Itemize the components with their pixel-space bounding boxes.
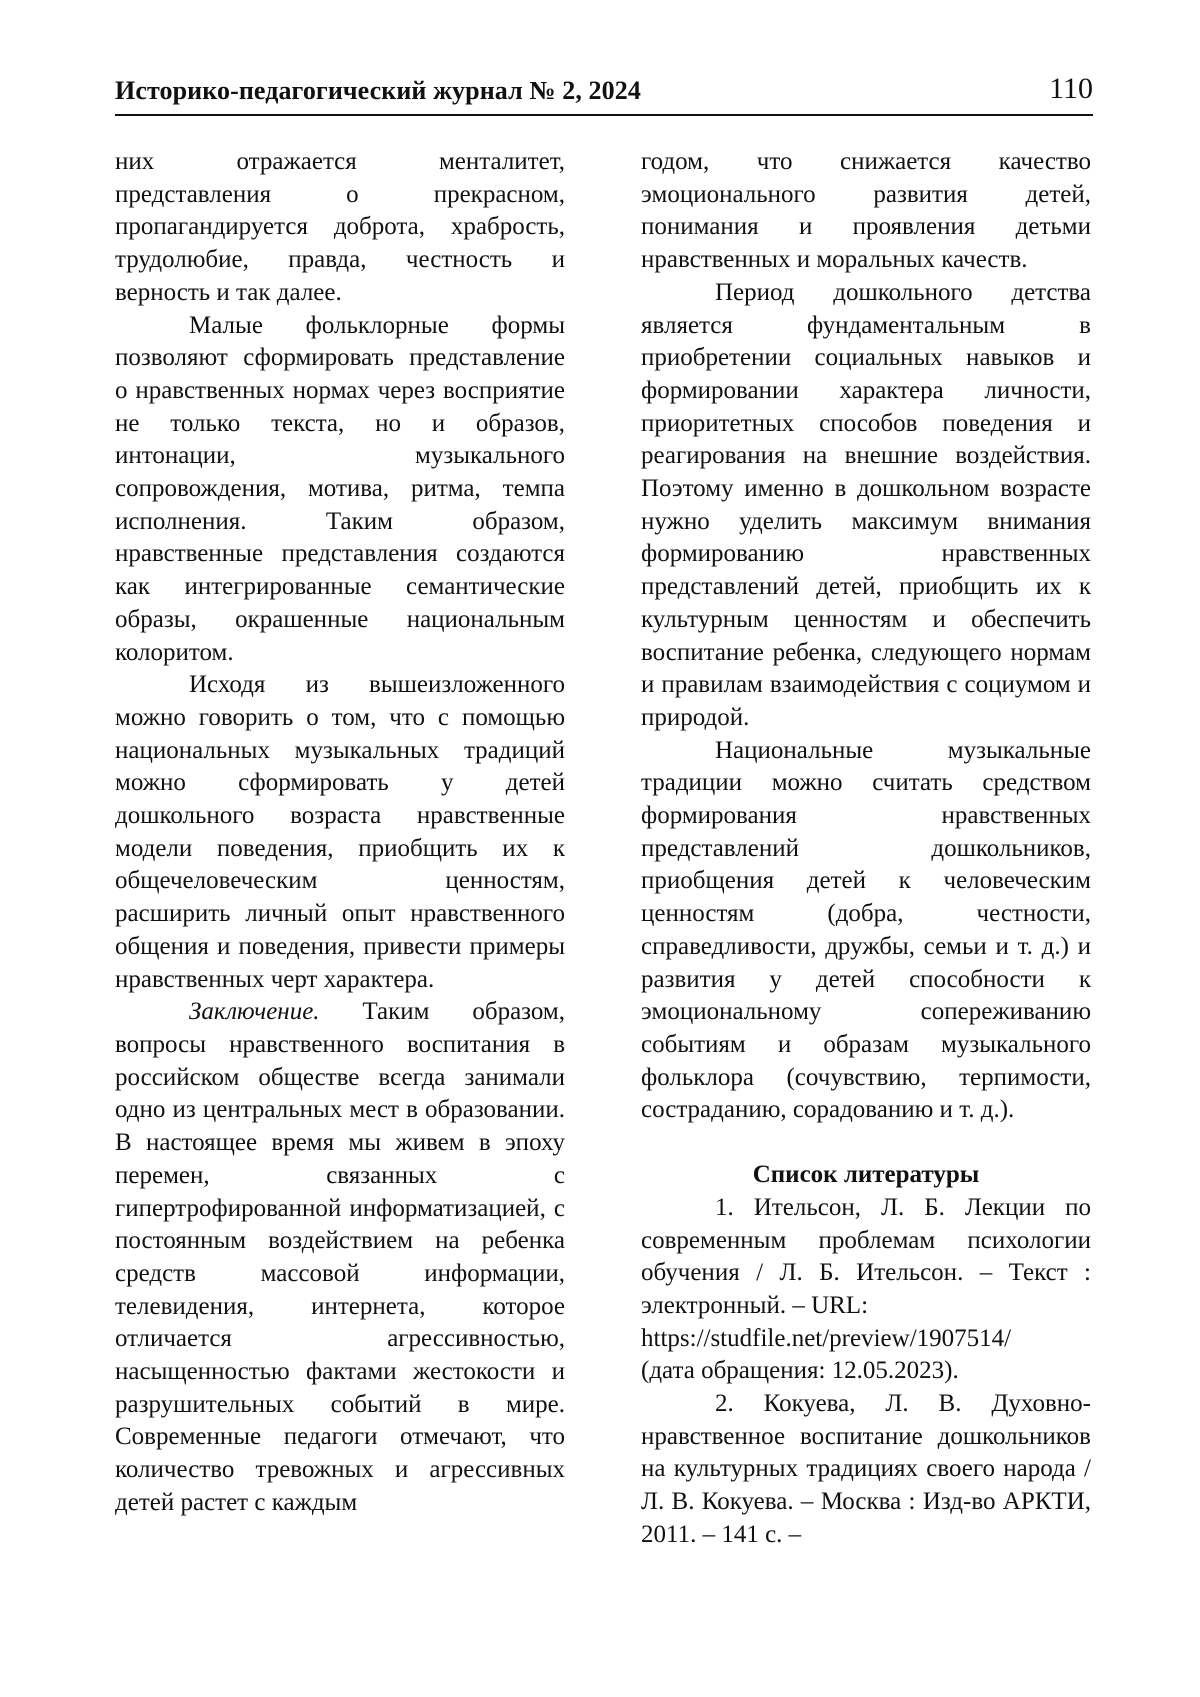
paragraph: годом, что снижается качество эмоционального развития детей, понимания и проявления детьми нравственных и моральных качеств. <box>641 148 1091 274</box>
paragraph: Малые фольклорные формы позволяют сформировать представление о нравственных нормах через восприятие не только текста, но и образов, интонации, музыкального сопровождения, мотива, ритма, темпа исполнения. Таким образом, нравственные представления создаются как интегрированные семантические образы, окрашенные национальным колоритом. <box>115 311 565 666</box>
reference-1: 1. Ительсон, Л. Б. Лекции по современным проблемам психологии обучения / Л. Б. Ительсон. – Текст : электронный. – URL: <box>641 1193 1091 1319</box>
paragraph: них отражается менталитет, представления о прекрасном, пропагандируется доброта, храбрость, трудолюбие, правда, честность и верность и так далее. <box>115 148 565 306</box>
left-column <box>115 146 565 1520</box>
right-column <box>641 146 1091 1552</box>
conclusion-paragraph <box>115 996 565 1519</box>
journal-title: Историко-педагогический журнал № 2, 2024 <box>115 76 641 105</box>
reference-2: 2. Кокуева, Л. В. Духовно-нравственное воспитание дошкольников на культурных традициях своего народа / Л. В. Кокуева. – Москва : Изд-во АРКТИ, 2011. – 141 с. – <box>641 1390 1091 1548</box>
paragraph: Исходя из вышеизложенного можно говорить о том, что с помощью национальных музыкальных традиций можно сформировать у детей дошкольного возраста нравственные модели поведения, приобщить их к общечеловеческим ценностям, расширить личный опыт нравственного общения и поведения, привести примеры нравственных черт характера. <box>115 671 565 993</box>
page-number: 110 <box>1049 72 1093 105</box>
paragraph: Период дошкольного детства является фундаментальным в приобретении социальных навыков и формировании характера личности, приоритетных способов поведения и реагирования на внешние воздействия. Поэтому именно в дошкольном возрасте нужно уделить максимум внимания формированию нравственных представлений детей, приобщить их к культурным ценностям и обеспечить воспитание ребенка, следующего нормам и правилам взаимодействия с социумом и природой. <box>641 278 1091 731</box>
references-title: Список литературы <box>752 1161 980 1189</box>
reference-1-url[interactable]: https://studfile.net/preview/1907514/ <box>641 1324 1012 1352</box>
paragraph: Национальные музыкальные традиции можно считать средством формирования нравственных представлений дошкольников, приобщения детей к человеческим ценностям (добра, честности, справедливости, дружбы, семьи и т. д.) и развития у детей способности к эмоциональному сопереживанию событиям и образам музыкального фольклора (сочувствию, терпимости, состраданию, сорадованию и т. д.). <box>641 736 1091 1124</box>
conclusion-text: Таким образом, вопросы нравственного воспитания в российском обществе всегда занимали одно из центральных мест в образовании. В настоящее время мы живем в эпоху перемен, связанных с гипертрофированной информатизацией, с постоянным воздействием на ребенка средств массовой информации, телевидения, интернета, которое отличается агрессивностью, насыщенностью фактами жестокости и разрушительных событий в мире. Современные педагоги отмечают, что количество тревожных и агрессивных детей растет с каждым <box>115 998 565 1516</box>
running-header <box>115 72 1093 116</box>
reference-1-date: (дата обращения: 12.05.2023). <box>641 1357 959 1385</box>
conclusion-label: Заключение. <box>189 998 320 1026</box>
